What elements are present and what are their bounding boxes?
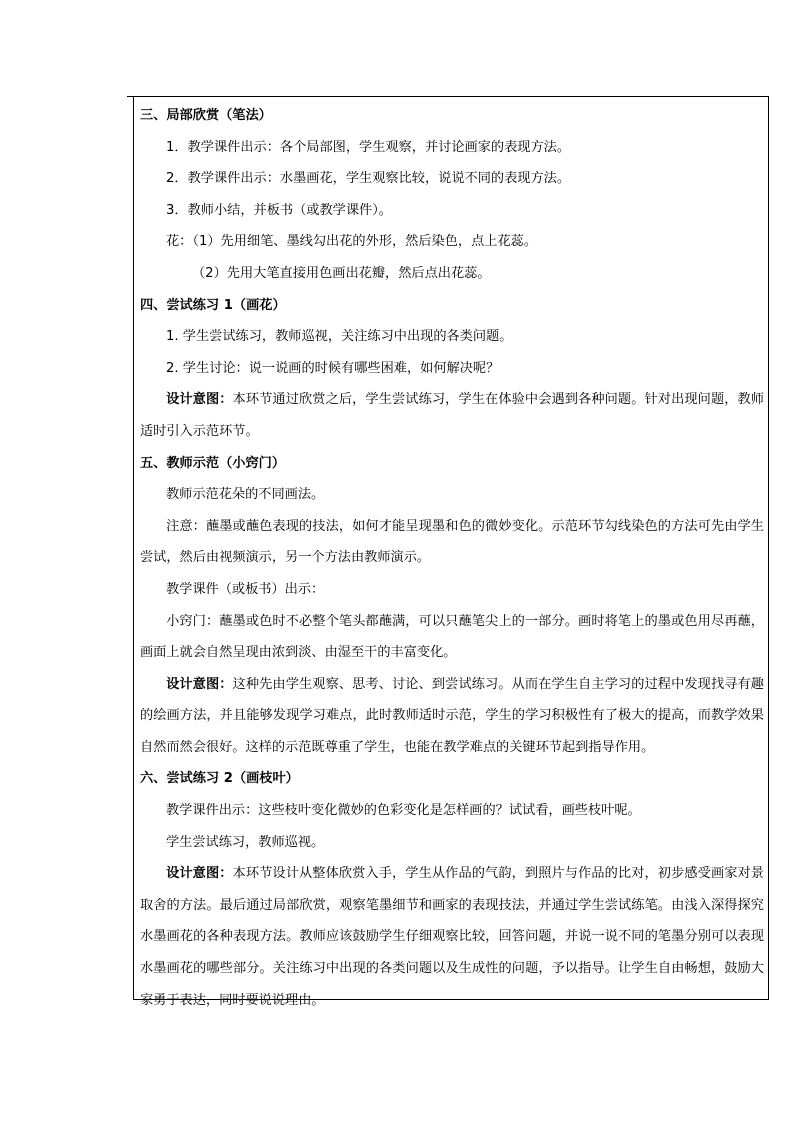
section-5-para-4-text: 小窍门：蘸墨或色时不必整个笔头都蘸满，可以只蘸笔尖上的一部分。画时将笔上的墨或色用尽再蘸，画面上就会自然呈现由浓到淡、由湿至干的丰富变化。	[140, 613, 764, 661]
section-4-heading: 四、尝试练习 1（画花）	[140, 297, 286, 313]
design-intent-label: 设计意图：	[166, 866, 233, 882]
section-6-para-2: 学生尝试练习，教师巡视。	[166, 834, 325, 850]
section-5-para-2	[140, 511, 764, 574]
section-4-design-intent	[140, 384, 764, 447]
section-4-item-2: 2. 学生讨论：说一说画的时候有哪些困难，如何解决呢？	[166, 360, 500, 376]
section-5-para-2-text: 注意：蘸墨或蘸色表现的技法，如何才能呈现墨和色的微妙变化。示范环节勾线染色的方法可先由学生尝试，然后由视频演示，另一个方法由教师演示。	[140, 518, 764, 566]
lesson-table-cell	[133, 96, 769, 1008]
section-3-flower-method-1: 花：（1）先用细笔、墨线勾出花的外形，然后染色，点上花蕊。	[166, 234, 538, 250]
section-3-item-2: 2．教学课件出示：水墨画花，学生观察比较，说说不同的表现方法。	[166, 171, 571, 187]
design-intent-label: 设计意图：	[166, 676, 233, 692]
section-3-item-1: 1．教学课件出示：各个局部图，学生观察，并讨论画家的表现方法。	[166, 139, 571, 155]
section-5-para-3: 教学课件（或板书）出示：	[166, 581, 325, 597]
section-5-para-4	[140, 606, 764, 669]
lesson-content	[140, 100, 764, 1016]
section-5-heading: 五、教师示范（小窍门）	[140, 455, 286, 471]
design-intent-text: 本环节设计从整体欣赏入手，学生从作品的气韵，到照片与作品的比对，初步感受画家对景取舍的方法。最后通过局部欣赏，观察笔墨细节和画家的表现技法，并通过学生尝试练笔。由浅入深得探究水墨画花的各种表现方法。教师应该鼓励学生仔细观察比较，回答问题，并说一说不同的笔墨分别可以表现水墨画花的哪些部分。关注练习中出现的各类问题以及生成性的问题，予以指导。让学生自由畅想，鼓励大家勇于表达，同时要说说理由。	[140, 866, 764, 1008]
section-3-heading: 三、局部欣赏（笔法）	[140, 108, 272, 123]
section-6-heading: 六、尝试练习 2（画枝叶）	[140, 771, 299, 787]
section-3-flower-method-2: （2）先用大笔直接用色画出花瓣，然后点出花蕊。	[192, 265, 491, 281]
section-6-para-1: 教学课件出示：这些枝叶变化微妙的色彩变化是怎样画的？试试看，画些枝叶呢。	[166, 803, 641, 819]
section-6-design-intent	[140, 858, 764, 1016]
section-4-item-1: 1. 学生尝试练习，教师巡视，关注练习中出现的各类问题。	[166, 329, 513, 345]
design-intent-text: 这种先由学生观察、思考、讨论、到尝试练习。从而在学生自主学习的过程中发现找寻有趣的绘画方法，并且能够发现学习难点，此时教师适时示范，学生的学习积极性有了极大的提高，而教学效果自然而然会很好。这样的示范既尊重了学生，也能在教学难点的关键环节起到指导作用。	[140, 676, 764, 755]
design-intent-text: 本环节通过欣赏之后，学生尝试练习，学生在体验中会遇到各种问题。针对出现问题，教师适时引入示范环节。	[140, 392, 764, 439]
section-5-para-1: 教师示范花朵的不同画法。	[166, 487, 325, 503]
section-5-design-intent	[140, 669, 764, 764]
design-intent-label: 设计意图：	[166, 392, 233, 408]
section-3-item-3: 3．教师小结，并板书（或教学课件）。	[166, 202, 392, 218]
